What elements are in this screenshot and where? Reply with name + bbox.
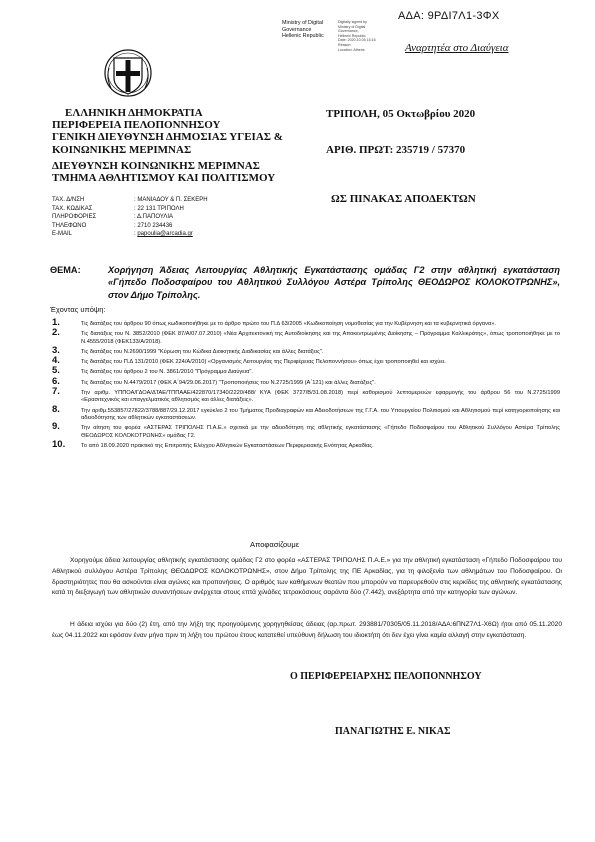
subject-text: Χορήγηση Άδειας Λειτουργίας Αθλητικής Εγκατάστασης ομάδας Γ2 στην αθλητική εγκατάσταση «Γήπεδο Ποδοσφαίρου του Αθλητικού Συλλόγου Αστέρα Τρίπολης ΘΕΟΔΩΡΟΣ ΚΟΛΟΚΟΤΡΩΝΗΣ», στον Δήμο Τρίπολης. xyxy=(108,265,560,300)
sig-detail: Reason: xyxy=(338,42,352,47)
item-text: Την αίτηση του φορέα «ΑΣΤΕΡΑΣ ΤΡΙΠΟΛΗΣ Π.Α.Ε.» σχετικά με την αδειοδότηση της αθλητικής εγκατάστασης «Γήπεδο Ποδοσφαίρου του Αθλητικού Συλλόγου Αστέρα Τρίπολης ΘΕΟΔΩΡΟΣ ΚΟΛΟΚΟΤΡΩΝΗΣ» ομάδας Γ2. xyxy=(81,425,560,439)
item-text: Την αριθμ.553857/27822/3788/887/29.12.2017 εγκύκλιο 2 του Τμήματος Προδιαγραφών και Αδειοδοτήσεων της Γ.Γ.Α. του Υπουργείου Πολιτισμού και Αθλητισμού περί κατηγοριοποίησης και αδειοδότησης των αθλητικών εγκαταστάσεων. xyxy=(81,407,560,422)
recipients-note: ΩΣ ΠΙΝΑΚΑΣ ΑΠΟΔΕΚΤΩΝ xyxy=(331,193,476,205)
contact-row xyxy=(52,196,208,205)
item-number: 2. xyxy=(52,327,60,339)
contact-label: ΠΛΗΡΟΦΟΡΙΕΣ xyxy=(52,214,97,221)
contact-row xyxy=(52,222,208,231)
header-line: ΠΕΡΙΦΕΡΕΙΑ ΠΕΛΟΠΟΝΝΗΣΟΥ xyxy=(52,119,221,132)
having-label: Έχοντας υπόψη: xyxy=(50,305,106,314)
signer-line-3: Hellenic Republic xyxy=(282,33,324,40)
header-line: ΓΕΝΙΚΗ ΔΙΕΥΘΥΝΣΗ ΔΗΜΟΣΙΑΣ ΥΓΕΙΑΣ & xyxy=(52,131,283,144)
item-text: Την αριθμ. ΥΠΠΟΑ/ΓΔΟΑ/ΔΤΑΕ/ΤΠΠΑΑΕ/422870/17340/2220/488/ ΚΥΑ (ΦΕΚ 3727/Β/31.08.2018) περί καθορισμού λεπτομερειών εφαρμογής του άρθρου 56 του Ν.2725/1999 «Ερασιτεχνικός και επαγγελματικός αθλητισμός και άλλες διατάξεις». xyxy=(81,389,560,404)
item-number: 3. xyxy=(52,344,60,356)
posted-label: Αναρτητέα στο Διαύγεια xyxy=(405,42,509,54)
item-number: 10. xyxy=(52,439,66,451)
hellenic-emblem-icon xyxy=(103,48,153,98)
contact-row xyxy=(52,205,208,214)
header-line: ΚΟΙΝΩΝΙΚΗΣ ΜΕΡΙΜΝΑΣ xyxy=(52,143,192,156)
contact-label: E-MAIL xyxy=(52,231,73,238)
sig-detail: Digitally signed by xyxy=(338,20,367,24)
sig-detail: Governance, xyxy=(338,29,359,34)
contact-row xyxy=(52,230,208,239)
item-number: 9. xyxy=(52,421,60,433)
signatory-name: ΠΑΝΑΓΙΩΤΗΣ Ε. ΝΙΚΑΣ xyxy=(335,726,451,737)
list-item xyxy=(50,375,560,388)
list-item xyxy=(50,355,560,367)
issuer-header xyxy=(52,107,283,184)
list-item xyxy=(50,365,560,377)
item-number: 1. xyxy=(52,317,60,328)
contact-value xyxy=(134,230,193,239)
item-number: 8. xyxy=(52,403,60,415)
decision-paragraph: Χορηγούμε άδεια λειτουργίας αθλητικής εγκατάστασης ομάδας Γ2 στο φορέα «ΑΣΤΕΡΑΣ ΤΡΙΠΟΛΗΣ Π.Α.Ε.» για την αθλητική εγκατάσταση «Γήπεδο Ποδοσφαίρου του Αθλητικού συλλόγου Αστέρα Τρίπολης ΘΕΟΔΩΡΟΣ ΚΟΛΟΚΟΤΡΩΝΗΣ», στον Δήμο Τρίπολης της ΠΕ Αρκαδίας, για τη φιλοξενία των αθλημάτων του Ποδοσφαίρου. Οι δραστηριότητες που θα ασκούνται είναι αγώνες και προπονήσεις. Ο αριθμός των καθήμενων θεατών που μπορούν να παρευρεθούν στις κερκίδες της αθλητικής εγκατάστασης κατά τη διεξαγωγή των αθλητικών συναντήσεων ανέρχεται στους επτά χιλιάδες τετρακόσιους σαράντα δύο (7.442), ανεξάρτητα από την κατηγορία των αγώνων. xyxy=(52,557,562,597)
contact-value: : Δ.ΠΑΠΟΥΛΙΑ xyxy=(134,214,174,221)
protocol-number: ΑΡΙΘ. ΠΡΩΤ: 235719 / 57370 xyxy=(326,144,466,156)
item-number: 7. xyxy=(52,385,60,397)
contact-value: : ΜΑΝΙΑΔΟΥ & Π. ΣΕΚΕΡΗ xyxy=(134,197,208,203)
contact-label: ΤΑΧ. ΚΩΔΙΚΑΣ xyxy=(52,205,93,212)
list-item xyxy=(50,317,560,329)
list-item xyxy=(50,327,560,346)
list-item xyxy=(50,385,560,405)
item-text: Τις διατάξεις του άρθρου 90 όπως κωδικοποιήθηκε με το άρθρο πρώτο του Π.Δ 63/2005 «Κωδικοποίηση νομοθεσίας για την Κυβέρνηση και τα κυβερνητικά όργανα». xyxy=(81,321,496,327)
sig-detail: Date: 2020.10.05 15:16 xyxy=(338,38,376,43)
header-line: ΕΛΛΗΝΙΚΗ ΔΗΜΟΚΡΑΤΙΑ xyxy=(65,107,203,119)
sig-detail: Hellenic Republic xyxy=(338,33,366,38)
header-line: ΔΙΕΥΘΥΝΣΗ ΚΟΙΝΩΝΙΚΗΣ ΜΕΡΙΜΝΑΣ xyxy=(52,159,260,172)
item-text: Τις διατάξεις του άρθρου 2 του Ν. 3861/2010 "Πρόγραμμα Διαύγεια". xyxy=(81,369,253,376)
signatory-title: Ο ΠΕΡΙΦΕΡΕΙΑΡΧΗΣ ΠΕΛΟΠΟΝΝΗΣΟΥ xyxy=(290,671,482,682)
considerations-list xyxy=(50,317,560,453)
item-number: 6. xyxy=(52,375,60,387)
item-text: Τις διατάξεις του Ν. 3852/2010 (ΦΕΚ 87/Α/07.07.2010) «Νέα Αρχιτεκτονική της Αυτοδιοίκησης και της Αποκεντρωμένης Διοίκησης – Πρόγραμμα Καλλικράτης», όπως τροποποιήθηκε με το Ν.4555/2018 (ΦΕΚ133/Α/2018). xyxy=(81,331,560,345)
item-text: Το από 18.09.2020 πρακτικό της Επιτροπής Ελέγχου Αθλητικών Εγκαταστάσεων Περιφερειακής Ενότητας Αρκαδίας. xyxy=(81,443,374,450)
contact-value: : 22 131 ΤΡΙΠΟΛΗ xyxy=(134,205,184,212)
subject-label: ΘΕΜΑ: xyxy=(50,265,81,275)
signature-details xyxy=(338,20,398,52)
list-item xyxy=(50,421,560,440)
contact-label: ΤΗΛΕΦΩΝΟ xyxy=(52,222,87,229)
item-number: 4. xyxy=(52,355,60,367)
contact-value: : 2710 234436 xyxy=(134,222,173,229)
decision-paragraph: Η άδεια ισχύει για δύο (2) έτη, από την λήξη της προηγούμενης χορηγηθείσας άδειας (αρ.πρωτ. 293881/70305/05.11.2018/ΑΔΑ:6ΠΝΖ7Λ1-Χ6Ω) ήτοι από 05.11.2020 έως 04.11.2022 και εφόσον έναν μήνα πριν τη λήξη του πρώτου έτους κατατεθεί υπεύθυνη δήλωση του ιδιοκτήτη ότι δεν έχει γίνει καμία αλλαγή στην εγκατάσταση. xyxy=(52,621,562,639)
contact-label: ΤΑΧ. Δ/ΝΣΗ xyxy=(52,197,85,203)
item-text: Τις διατάξεις του Π.Δ 131/2010 (ΦΕΚ 224/Α/2010) «Οργανισμός Λειτουργίας της Περιφέρειας Πελοποννήσου» όπως έχει τροποποιηθεί και ισχύει. xyxy=(81,359,446,366)
digital-signature-stamp xyxy=(282,20,376,52)
contact-value-prefix: : xyxy=(134,231,138,238)
header-line: ΤΜΗΜΑ ΑΘΛΗΤΙΣΜΟΥ ΚΑΙ ΠΟΛΙΤΙΣΜΟΥ xyxy=(52,172,276,185)
list-item xyxy=(50,403,560,423)
place-date: ΤΡΙΠΟΛΗ, 05 Οκτωβρίου 2020 xyxy=(326,108,476,120)
item-text: Τις διατάξεις του Ν.4479/2017 (ΦΕΚ Α΄94/29.06.2017) "Τροποποιήσεις του Ν.2725/1999 (Α΄121) και άλλες διατάξεις". xyxy=(81,379,376,386)
signer-line-2: Governance xyxy=(282,26,312,33)
sig-detail: Location: Athens xyxy=(338,47,365,52)
email-link[interactable]: papoulia@arcadia.gr xyxy=(137,231,193,238)
contact-row xyxy=(52,213,208,222)
item-text: Τις διατάξεις του Ν.2690/1999 "Κύρωση του Κώδικα Διοικητικής Διαδικασίας και άλλες διατάξεις". xyxy=(81,348,324,355)
item-number: 5. xyxy=(52,365,60,377)
contact-info xyxy=(52,196,208,239)
signer-line-1: Ministry of Digital xyxy=(282,20,324,26)
sig-detail: Ministry of Digital xyxy=(338,24,366,29)
list-item xyxy=(50,344,560,357)
list-item xyxy=(50,439,560,451)
subject-block xyxy=(50,264,560,301)
decision-heading: Αποφασίζουμε xyxy=(250,540,300,549)
ada-code: ΑΔΑ: 9ΡΔΙ7Λ1-3ΦΧ xyxy=(398,10,500,22)
